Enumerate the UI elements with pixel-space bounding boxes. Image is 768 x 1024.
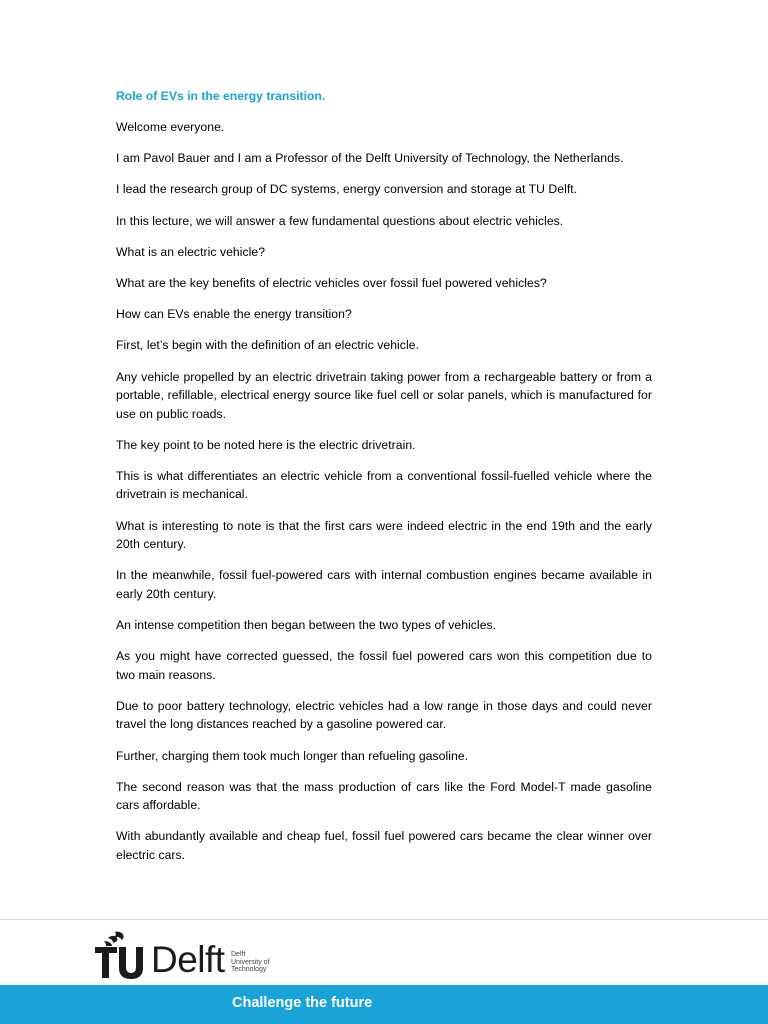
paragraph: Further, charging them took much longer than refueling gasoline. — [116, 748, 469, 763]
paragraph: I lead the research group of DC systems, energy conversion and storage at TU Delft. — [116, 182, 578, 197]
paragraph: With abundantly available and cheap fuel, fossil fuel powered cars became the clear winner over electric cars. — [116, 829, 652, 862]
logo-wordmark — [138, 938, 225, 982]
paragraph: Welcome everyone. — [116, 120, 225, 134]
paragraph: I am Pavol Bauer and I am a Professor of the Delft University of Technology, the Netherlands. — [116, 151, 624, 166]
paragraph: This is what differentiates an electric vehicle from a conventional fossil-fuelled vehicle where the drivetrain is mechanical. — [116, 468, 652, 502]
paragraph: How can EVs enable the energy transition? — [116, 307, 352, 322]
footer-divider — [0, 919, 768, 920]
footer-band — [0, 985, 768, 1024]
paragraph: What are the key benefits of electric vehicles over fossil fuel powered vehicles? — [116, 275, 547, 290]
paragraph: An intense competition then began between the two types of vehicles. — [116, 617, 497, 632]
paragraph-list — [116, 118, 652, 864]
tagline: Challenge the future — [232, 995, 373, 1011]
paragraph: Due to poor battery technology, electric vehicles had a low range in those days and could never travel the long distances reached by a gasoline powered car. — [116, 698, 652, 732]
paragraph: The key point to be noted here is the electric drivetrain. — [116, 437, 416, 452]
paragraph: Any vehicle propelled by an electric drivetrain taking power from a rechargeable battery or from a portable, refillable, electrical energy source like fuel cell or solar panels, which is manufactured for use on public roads. — [116, 369, 652, 421]
logo-wordmark-visible: Delft — [151, 939, 225, 980]
paragraph: In the meanwhile, fossil fuel-powered cars with internal combustion engines became available in early 20th century. — [116, 568, 652, 601]
paragraph: In this lecture, we will answer a few fundamental questions about electric vehicles. — [116, 213, 564, 228]
paragraph: First, let’s begin with the definition of an electric vehicle. — [116, 338, 419, 353]
paragraph: What is interesting to note is that the first cars were indeed electric in the end 19th and the early 20th century. — [116, 518, 652, 552]
paragraph: The second reason was that the mass production of cars like the Ford Model-T made gasoline cars affordable. — [116, 779, 652, 813]
document-body — [116, 87, 652, 877]
document-heading: Role of EVs in the energy transition. — [116, 89, 326, 103]
logo-subtext: Delft University of Technology — [231, 951, 270, 974]
paragraph: As you might have corrected guessed, the fossil fuel powered cars won this competition due to two main reasons. — [116, 649, 652, 682]
paragraph: What is an electric vehicle? — [116, 244, 266, 259]
tudelft-logo — [92, 928, 292, 982]
